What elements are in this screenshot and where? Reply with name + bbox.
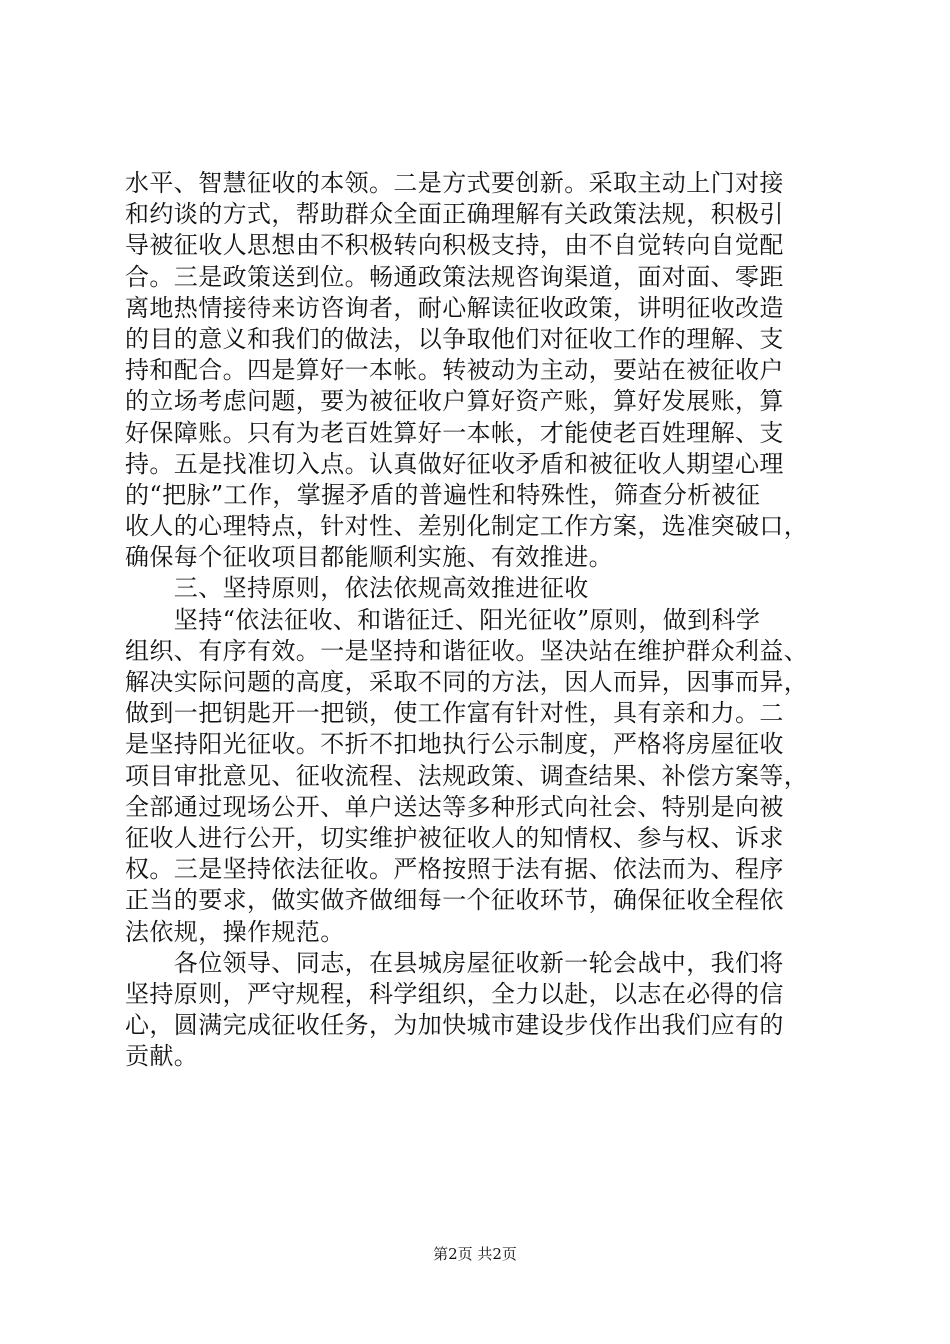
text-line: 征收人进行公开，切实维护被征收人的知情权、参与权、诉求 bbox=[125, 823, 784, 852]
text-line: 项目审批意见、征收流程、法规政策、调查结果、补偿方案等， bbox=[125, 761, 809, 790]
text-line: 持。五是找准切入点。认真做好征收矛盾和被征收人期望心理 bbox=[125, 449, 784, 478]
text-line: 做到一把钥匙开一把锁，使工作富有针对性，具有亲和力。二 bbox=[125, 699, 784, 728]
text-line: 离地热情接待来访咨询者，耐心解读征收政策，讲明征收改造 bbox=[125, 293, 784, 322]
text-line: 贡献。 bbox=[125, 1042, 199, 1071]
text-line: 合。三是政策送到位。畅通政策法规咨询渠道，面对面、零距 bbox=[125, 262, 784, 291]
text-line: 法依规，操作规范。 bbox=[125, 917, 345, 946]
section-heading: 三、坚持原则，依法依规高效推进征收 bbox=[125, 574, 589, 603]
text-line: 组织、有序有效。一是坚持和谐征收。坚决站在维护群众利益、 bbox=[125, 636, 809, 665]
text-line: 的目的意义和我们的做法，以争取他们对征收工作的理解、支 bbox=[125, 324, 784, 353]
text-line: 全部通过现场公开、单户送达等多种形式向社会、特别是向被 bbox=[125, 792, 784, 821]
text-line: 权。三是坚持依法征收。严格按照于法有据、依法而为、程序 bbox=[125, 855, 784, 884]
text-line: 正当的要求，做实做齐做细每一个征收环节，确保征收全程依 bbox=[125, 886, 784, 915]
text-line: 收人的心理特点，针对性、差别化制定工作方案，选准突破口， bbox=[125, 512, 809, 541]
text-line: 和约谈的方式，帮助群众全面正确理解有关政策法规，积极引 bbox=[125, 200, 784, 229]
text-line: 导被征收人思想由不积极转向积极支持，由不自觉转向自觉配 bbox=[125, 231, 784, 260]
text-line: 坚持原则，严守规程，科学组织，全力以赴，以志在必得的信 bbox=[125, 979, 784, 1008]
text-line: 持和配合。四是算好一本帐。转被动为主动，要站在被征收户 bbox=[125, 356, 784, 385]
text-line: 是坚持阳光征收。不折不扣地执行公示制度，严格将房屋征收 bbox=[125, 730, 784, 759]
text-line: 确保每个征收项目都能顺利实施、有效推进。 bbox=[125, 543, 613, 572]
text-line: 好保障账。只有为老百姓算好一本帐，才能使老百姓理解、支 bbox=[125, 418, 784, 447]
page-number-footer: 第2页 共2页 bbox=[433, 1245, 517, 1263]
text-line: 解决实际问题的高度，采取不同的方法，因人而异，因事而异， bbox=[125, 668, 809, 696]
text-line: 各位领导、同志，在县城房屋征收新一轮会战中，我们将 bbox=[125, 948, 784, 977]
text-line: 的“把脉”工作，掌握矛盾的普遍性和特殊性，筛查分析被征 bbox=[125, 480, 761, 509]
text-line: 心，圆满完成征收任务，为加快城市建设步伐作出我们应有的 bbox=[125, 1011, 784, 1040]
text-line: 水平、智慧征收的本领。二是方式要创新。采取主动上门对接 bbox=[125, 169, 784, 197]
text-line: 坚持“依法征收、和谐征迁、阳光征收”原则，做到科学 bbox=[125, 605, 761, 634]
text-line: 的立场考虑问题，要为被征收户算好资产账，算好发展账，算 bbox=[125, 387, 784, 416]
document-body bbox=[125, 168, 829, 1072]
